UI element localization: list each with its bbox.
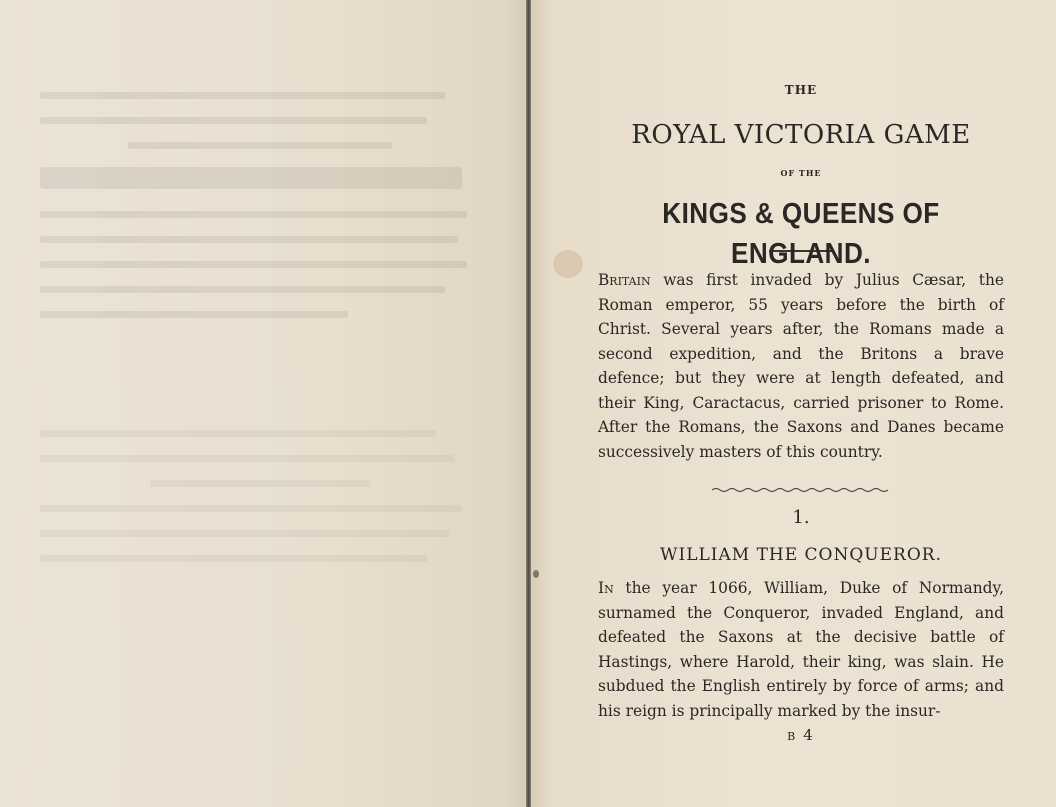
bleed-through-text-lower (40, 430, 480, 580)
intro-text: was first invaded by Julius Cæsar, the Roman emperor, 55 years before the birth of Christ. Several years after, the Romans made a second expedition, and the Britons a brave defence; but they were at length defeated, and their King, Caractacus, carried prisoner to Rome. After the Romans, the Saxons and Danes became successively masters of this country. (598, 271, 1004, 461)
left-page (0, 0, 527, 807)
section-paragraph (598, 576, 1004, 723)
intro-lead-word: Britain (598, 271, 651, 289)
section-text: the year 1066, William, Duke of Normandy, surnamed the Conqueror, invaded England, and defeated the Saxons at the decisive battle of Hastings, where Harold, their king, was slain. He subdued the English entirely by force of arms; and his reign is principally marked by the insur- (598, 579, 1004, 720)
intro-paragraph (598, 268, 1004, 464)
section-number: 1. (792, 507, 810, 528)
title-article: THE (784, 83, 818, 97)
paper-speck (533, 570, 539, 578)
bleed-through-text (40, 92, 480, 336)
page-subtitle: KINGS & QUEENS OF ENGLAND. (662, 198, 940, 270)
title-connector: OF THE (780, 168, 822, 178)
paper-stain (553, 250, 583, 278)
signature-mark (598, 726, 1004, 744)
signature-letter: B (787, 730, 798, 743)
page-title: ROYAL VICTORIA GAME (631, 120, 971, 150)
section-title: WILLIAM THE CONQUEROR. (660, 545, 942, 565)
section-lead-word: In (598, 579, 614, 597)
signature-number: 4 (803, 726, 815, 744)
wavy-divider (710, 486, 892, 494)
page-content (598, 80, 1004, 723)
